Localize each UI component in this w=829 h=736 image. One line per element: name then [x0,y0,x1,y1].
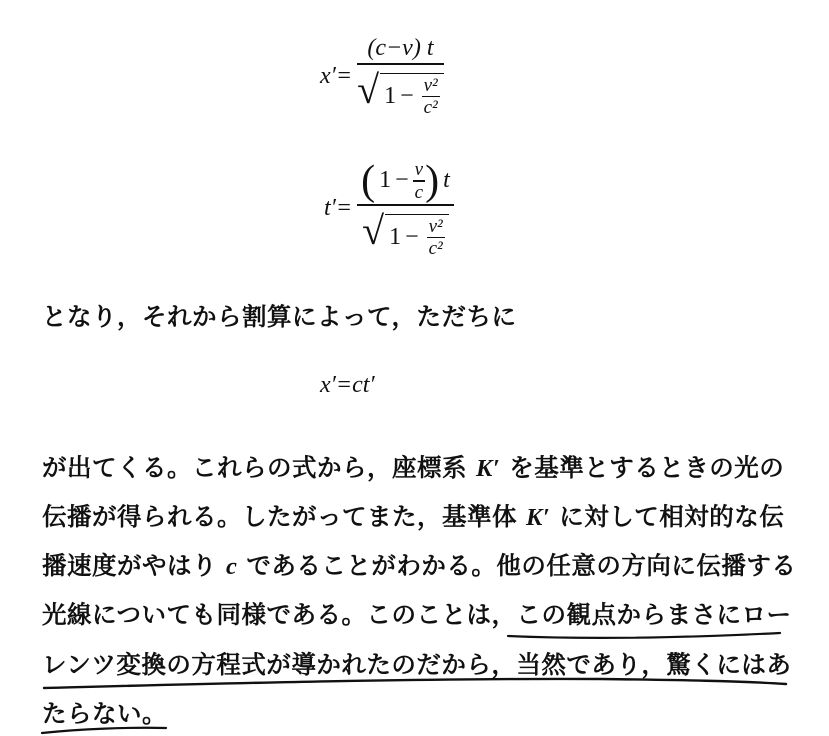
symbol-k-prime: K′ [476,455,501,482]
numerator-one: 1 [379,167,392,194]
paragraph-line-5: レンツ変換の方程式が導かれたのだから，当然であり，驚くにはあ [42,650,792,679]
equation-lhs: x′= [320,63,353,90]
radicand-minus: − [400,82,414,109]
intro-sentence: となり，それから割算によって，ただちに [42,302,517,331]
line-text-tail: であることがわかる。他の任意の方向に伝播する [237,551,797,580]
fraction-numerator [357,160,454,204]
small-fraction-denominator: c² [423,97,438,119]
radicand-one: 1 [384,82,397,109]
equation-t-prime [324,160,454,258]
paragraph-line-2 [42,497,784,537]
line-text: が出てくる。これらの式から，座標系 [42,453,477,482]
fraction [357,36,444,117]
paragraph-line-1 [42,448,784,488]
symbol-k-prime: K′ [526,504,551,531]
equation-x-prime [320,36,444,117]
numerator-minus: − [395,167,409,194]
line-text-tail: に対して相対的な伝 [550,502,785,531]
paragraph-line-3 [42,546,796,586]
equation-text: x′=ct′ [320,372,375,398]
radicand [380,73,444,117]
paragraph-line-6: たらない。 [42,699,167,728]
small-fraction-denominator: c² [428,237,443,259]
equation-x-ct [320,372,375,399]
symbol-c: c [226,553,238,580]
line-text: 播速度がやはり [42,551,227,580]
small-fraction-numerator: v² [423,74,438,96]
fraction-denominator [362,206,449,258]
line-text-tail: を基準とするときの光の [500,453,785,482]
paragraph-line-4: 光線についても同様である。このことは，この観点からまさにロー [42,600,792,629]
small-fraction [422,76,440,117]
line-text: 伝播が得られる。したがってまた，基準体 [42,502,527,531]
radicand [385,214,449,258]
small-fraction [413,160,425,201]
equation-lhs: t′= [324,195,353,222]
numerator-t: t [443,167,450,194]
small-fraction-numerator: v [414,159,424,181]
radicand-minus: − [405,223,419,250]
sqrt-icon: √ [357,66,380,112]
small-fraction-numerator: v² [428,215,443,237]
paren-open: ( [361,158,376,204]
fraction-numerator: (c−v) t [367,35,434,61]
small-fraction [427,217,445,258]
sqrt-icon: √ [362,207,385,253]
fraction-denominator [357,65,444,117]
small-fraction-denominator: c [414,181,424,203]
radicand-one: 1 [389,223,402,250]
paren-close: ) [425,158,440,204]
fraction [357,160,454,258]
